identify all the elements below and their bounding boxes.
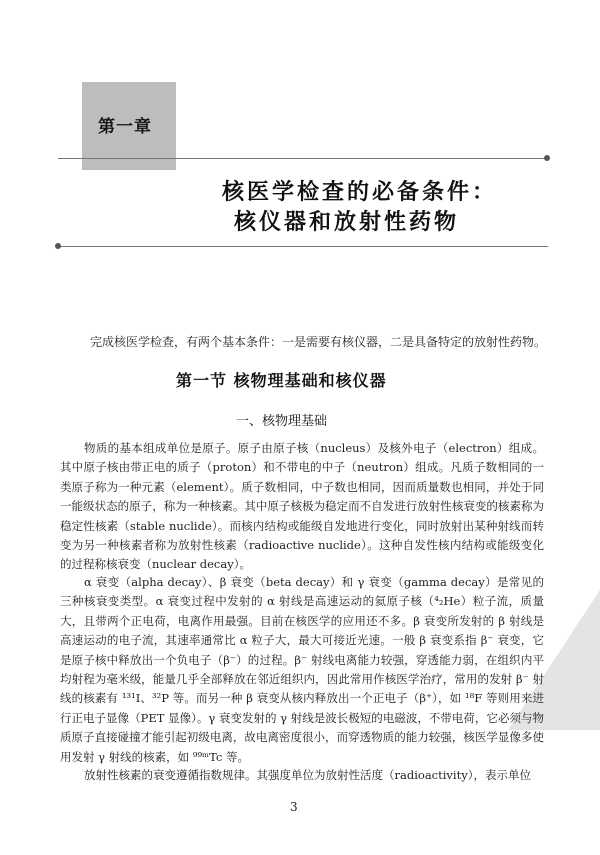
rule-dot-bottom [55, 243, 61, 249]
paragraph-decay-types: α 衰变（alpha decay）、β 衰变（beta decay）和 γ 衰变（gamma decay）是常见的三种核衰变类型。α 衰变过程中发射的 α 射线是高速运动的氦原子核（⁴₂He）粒子流，质量大，且带两个正电荷，电离作用最强。目前在核医学的应用还不多。β 衰变所发射的 β 射线是高速运动的电子流，其速率通常比 α 粒子大，最大可接近光速。一般 β 衰变系指 β⁻ 衰变，它是原子核中释放出一个负电子（β⁻）的过程。β⁻ 射线电离能力较强，穿透能力弱，在组织内平均射程为毫米级，能量几乎全部释放在邻近组织内，因此常用作核医学治疗，常用的发射 β⁻ 射线的核素有 ¹³¹I、³²P 等。而另一种 β 衰变从核内释放出一个正电子（β⁺），如 ¹⁸F 等则用来进行正电子显像（PET 显像）。γ 衰变发射的 γ 射线是波长极短的电磁波，不带电荷，它必须与物质原子直接碰撞才能引起初级电离，故电离密度很小，而穿透物质的能力较强，核医学显像多使用发射 γ 射线的核素，如 ⁹⁹ᵐTc 等。 [60, 575, 544, 764]
paragraph-decay-law: 放射性核素的衰变遵循指数规律。其强度单位为放射性活度（radioactivity），表示单位 [84, 768, 531, 782]
section-title: 第一节 核物理基础和核仪器 [176, 371, 387, 390]
title-rule-top [58, 158, 548, 159]
chapter-title-line2: 核仪器和放射性药物 [234, 210, 460, 235]
intro-text: 完成核医学检查，有两个基本条件：一是需要有核仪器，二是具备特定的放射性药物。 [90, 335, 547, 349]
page-number: 3 [290, 800, 298, 814]
title-rule-bottom [58, 246, 548, 247]
paragraph-atomic-structure: 物质的基本组成单位是原子。原子由原子核（nucleus）及核外电子（electron）组成。其中原子核由带正电的质子（proton）和不带电的中子（neutron）组成。凡质子数相同的一类原子称为一种元素（element）。质子数相同，中子数也相同，因而质量数也相同，并处于同一能级状态的原子，称为一种核素。其中原子核极为稳定而不自发进行放射性核衰变的核素称为稳定性核素（stable nuclide）。而核内结构或能级自发地进行变化，同时放射出某种射线而转变为另一种核素者称为放射性核素（radioactive nuclide）。这种自发性核内结构或能级变化的过程称核衰变（nuclear decay）。 [60, 441, 544, 572]
chapter-label: 第一章 [98, 117, 152, 137]
subsection-title: 一、核物理基础 [236, 414, 328, 429]
rule-dot-top [544, 155, 550, 161]
chapter-title-line1: 核医学检查的必备条件： [222, 180, 498, 205]
